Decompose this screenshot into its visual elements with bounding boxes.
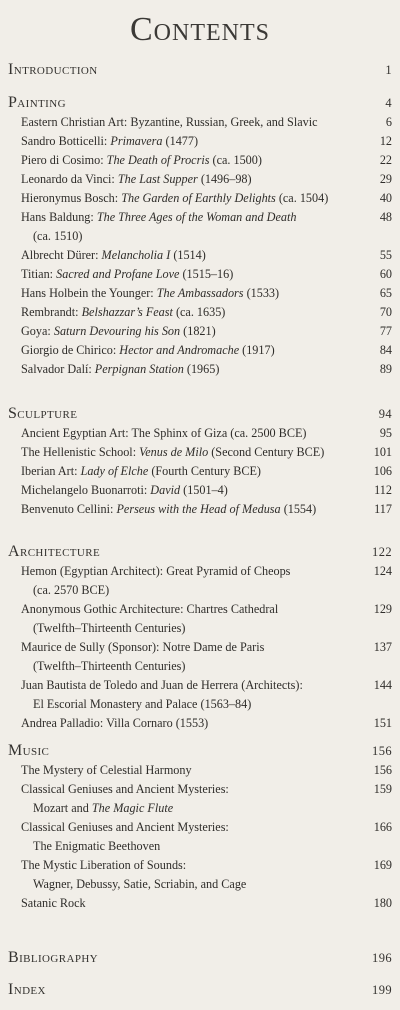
- section-heading[interactable]: [0, 948, 400, 968]
- entry-text: [21, 640, 264, 654]
- entry-date: (1515–16): [179, 267, 234, 281]
- entry-date: (ca. 1635): [172, 305, 226, 319]
- entry-text-continuation: [21, 837, 350, 856]
- work-title: Perpignan Station: [94, 362, 184, 376]
- entry-date: (Fourth Century BCE): [148, 464, 261, 478]
- section-page-number: 199: [372, 983, 392, 997]
- work-title: Saturn Devouring his Son: [53, 324, 181, 338]
- entry-list: [0, 424, 400, 519]
- section-label: Sculpture: [8, 405, 78, 422]
- toc-entry[interactable]: [0, 562, 400, 600]
- toc-entry[interactable]: [0, 856, 400, 894]
- entry-text-plain: The Mystic Liberation of Sounds:: [21, 858, 187, 872]
- section-bibliography: [0, 948, 400, 968]
- entry-text-plain: Classical Geniuses and Ancient Mysteries:: [21, 782, 229, 796]
- entry-text-plain: Giorgio de Chirico:: [21, 343, 120, 357]
- entry-text-plain: Salvador Dalí:: [21, 362, 95, 376]
- toc-entry[interactable]: [0, 676, 400, 714]
- entry-text: [21, 305, 225, 319]
- toc-entry[interactable]: [0, 714, 400, 733]
- entry-text-plain: Eastern Christian Art: Byzantine, Russian, Greek, and Slavic: [21, 115, 318, 129]
- work-title: The Death of Procris: [106, 153, 210, 167]
- work-title: Primavera: [110, 134, 163, 148]
- section-heading[interactable]: [0, 404, 400, 424]
- section-label: Index: [8, 981, 46, 998]
- section-label: Bibliography: [8, 949, 99, 966]
- entry-page-number: 129: [373, 602, 392, 616]
- section-sculpture: [0, 404, 400, 519]
- entry-text-plain: Sandro Botticelli:: [21, 134, 111, 148]
- work-title: The Ambassadors: [156, 286, 244, 300]
- toc-entry[interactable]: [0, 322, 400, 341]
- toc-entry[interactable]: [0, 894, 400, 913]
- toc-entry[interactable]: [0, 443, 400, 462]
- toc-entry[interactable]: [0, 780, 400, 818]
- entry-text-plain: The Enigmatic Beethoven: [33, 839, 161, 853]
- section-heading[interactable]: [0, 542, 400, 562]
- entry-text-plain: Hemon (Egyptian Architect): Great Pyramid of Cheops: [21, 564, 291, 578]
- entry-text-plain: Titian:: [21, 267, 57, 281]
- entry-page-number: 117: [374, 502, 392, 516]
- entry-text-plain: Hans Holbein the Younger:: [21, 286, 157, 300]
- toc-entry[interactable]: [0, 341, 400, 360]
- entry-date: (1965): [183, 362, 220, 376]
- toc-entry[interactable]: [0, 500, 400, 519]
- entry-text-continuation: [21, 657, 350, 676]
- entry-page-number: 95: [379, 426, 392, 440]
- section-introduction: [0, 60, 400, 80]
- work-title: Hector and Andromache: [119, 343, 240, 357]
- entry-text-plain: Albrecht Dürer:: [21, 248, 102, 262]
- toc-entry[interactable]: [0, 481, 400, 500]
- entry-text: [21, 464, 261, 478]
- work-title: The Magic Flute: [91, 801, 174, 815]
- entry-text: [21, 602, 278, 616]
- entry-text-continuation: [21, 695, 350, 714]
- section-page-number: 196: [372, 951, 392, 965]
- page-title: Contents: [129, 11, 270, 48]
- work-title: Perseus with the Head of Medusa: [116, 502, 281, 516]
- entry-text-continuation: [21, 227, 350, 246]
- section-painting: [0, 93, 400, 379]
- entry-text-plain: Hans Baldung:: [21, 210, 97, 224]
- section-architecture: [0, 542, 400, 733]
- toc-entry[interactable]: [0, 265, 400, 284]
- entry-text: [21, 483, 228, 497]
- toc-entry[interactable]: [0, 303, 400, 322]
- toc-entry[interactable]: [0, 424, 400, 443]
- toc-entry[interactable]: [0, 246, 400, 265]
- entry-text-plain: Anonymous Gothic Architecture: Chartres Cathedral: [21, 602, 279, 616]
- work-title: Melancholia I: [101, 248, 171, 262]
- entry-list: [0, 761, 400, 913]
- section-page-number: 122: [372, 545, 392, 559]
- section-label: Architecture: [8, 543, 101, 560]
- section-page-number: 1: [385, 63, 392, 77]
- entry-page-number: 84: [379, 343, 392, 357]
- entry-text: [21, 564, 290, 578]
- entry-page-number: 151: [373, 716, 392, 730]
- entry-text: [21, 324, 216, 338]
- entry-text: [21, 362, 219, 376]
- entry-list: [0, 113, 400, 379]
- entry-list: [0, 562, 400, 733]
- entry-text-plain: Leonardo da Vinci:: [21, 172, 118, 186]
- section-label: Painting: [8, 94, 66, 111]
- entry-date: (ca. 1500): [209, 153, 262, 167]
- entry-date: (1477): [162, 134, 199, 148]
- entry-text: [21, 426, 306, 440]
- toc-entry[interactable]: [0, 189, 400, 208]
- entry-text-plain: (ca. 1510): [33, 229, 83, 243]
- entry-page-number: 166: [373, 820, 392, 834]
- entry-page-number: 48: [379, 210, 392, 224]
- entry-text: [21, 896, 86, 910]
- entry-page-number: 55: [379, 248, 392, 262]
- entry-page-number: 156: [373, 763, 392, 777]
- entry-page-number: 106: [373, 464, 392, 478]
- entry-page-number: 159: [373, 782, 392, 796]
- entry-text-plain: Hieronymus Bosch:: [21, 191, 122, 205]
- entry-text: [21, 286, 279, 300]
- entry-text-plain: The Hellenistic School:: [21, 445, 140, 459]
- entry-text-plain: Benvenuto Cellini:: [21, 502, 117, 516]
- entry-page-number: 40: [379, 191, 392, 205]
- entry-text: [21, 678, 303, 692]
- work-title: David: [150, 483, 181, 497]
- entry-date: (1533): [243, 286, 280, 300]
- work-title: The Last Supper: [117, 172, 198, 186]
- entry-page-number: 137: [373, 640, 392, 654]
- entry-text: [21, 210, 296, 224]
- entry-text-plain: (Twelfth–Thirteenth Centuries): [33, 659, 186, 673]
- entry-text-plain: (Twelfth–Thirteenth Centuries): [33, 621, 186, 635]
- entry-date: (1514): [170, 248, 206, 262]
- section-heading[interactable]: [0, 93, 400, 113]
- section-heading[interactable]: [0, 741, 400, 761]
- toc-entry[interactable]: [0, 818, 400, 856]
- section-index: [0, 980, 400, 1000]
- entry-date: (1496–98): [197, 172, 252, 186]
- entry-page-number: 22: [379, 153, 392, 167]
- entry-text: [21, 445, 324, 459]
- section-heading[interactable]: [0, 980, 400, 1000]
- entry-page-number: 144: [373, 678, 392, 692]
- entry-text-plain: Satanic Rock: [21, 896, 86, 910]
- entry-text-plain: Juan Bautista de Toledo and Juan de Herrera (Architects):: [21, 678, 303, 692]
- section-page-number: 4: [385, 96, 392, 110]
- entry-page-number: 124: [373, 564, 392, 578]
- toc-entry[interactable]: [0, 638, 400, 676]
- entry-text-plain: Iberian Art:: [21, 464, 81, 478]
- entry-page-number: 6: [385, 115, 392, 129]
- entry-page-number: 12: [379, 134, 392, 148]
- entry-text-continuation: [21, 875, 350, 894]
- entry-date: (ca. 1504): [275, 191, 329, 205]
- entry-text-plain: Maurice de Sully (Sponsor): Notre Dame de Paris: [21, 640, 265, 654]
- toc-entry[interactable]: [0, 284, 400, 303]
- entry-date: (1501–4): [180, 483, 228, 497]
- entry-page-number: 169: [373, 858, 392, 872]
- entry-text-continuation: [21, 619, 350, 638]
- toc-entry[interactable]: [0, 761, 400, 780]
- entry-text-plain: El Escorial Monastery and Palace (1563–84): [33, 697, 252, 711]
- work-title: Venus de Milo: [139, 445, 209, 459]
- entry-text: [21, 115, 318, 129]
- work-title: Lady of Elche: [80, 464, 149, 478]
- entry-date: (1554): [280, 502, 317, 516]
- toc-entry[interactable]: [0, 208, 400, 246]
- entry-page-number: 60: [379, 267, 392, 281]
- entry-page-number: 70: [379, 305, 392, 319]
- entry-page-number: 101: [373, 445, 392, 459]
- entry-text: [21, 248, 206, 262]
- entry-text: [21, 716, 208, 730]
- entry-page-number: 65: [379, 286, 392, 300]
- entry-page-number: 180: [373, 896, 392, 910]
- entry-text: [21, 153, 262, 167]
- entry-text: [21, 763, 192, 777]
- section-page-number: 94: [378, 407, 392, 421]
- entry-text: [21, 820, 229, 834]
- entry-text-plain: Piero di Cosimo:: [21, 153, 107, 167]
- entry-page-number: 29: [379, 172, 392, 186]
- entry-text-continuation: [21, 799, 350, 818]
- entry-date: (1917): [239, 343, 275, 357]
- entry-text-plain: Wagner, Debussy, Satie, Scriabin, and Cage: [33, 877, 247, 891]
- section-music: [0, 741, 400, 913]
- toc-entry[interactable]: [0, 113, 400, 132]
- entry-date: (Second Century BCE): [208, 445, 325, 459]
- entry-page-number: 77: [379, 324, 392, 338]
- toc-entry[interactable]: [0, 170, 400, 189]
- entry-text-plain: Michelangelo Buonarroti:: [21, 483, 151, 497]
- entry-page-number: 89: [379, 362, 392, 376]
- section-label: Music: [8, 742, 50, 759]
- section-label: Introduction: [8, 61, 98, 78]
- entry-text: [21, 172, 252, 186]
- work-title: Belshazzar’s Feast: [81, 305, 173, 319]
- work-title: The Garden of Earthly Delights: [121, 191, 276, 205]
- entry-text: [21, 343, 275, 357]
- toc-entry[interactable]: [0, 132, 400, 151]
- toc-entry[interactable]: [0, 600, 400, 638]
- entry-text-plain: Rembrandt:: [21, 305, 82, 319]
- entry-text-plain: Andrea Palladio: Villa Cornaro (1553): [21, 716, 209, 730]
- entry-text: [21, 134, 198, 148]
- entry-text-continuation: [21, 581, 350, 600]
- toc-entry[interactable]: [0, 462, 400, 481]
- entry-text-plain: The Mystery of Celestial Harmony: [21, 763, 192, 777]
- entry-text: [21, 191, 328, 205]
- entry-text-plain: (ca. 2570 BCE): [33, 583, 110, 597]
- entry-text-plain: Mozart and: [33, 801, 92, 815]
- work-title: Sacred and Profane Love: [56, 267, 180, 281]
- work-title: The Three Ages of the Woman and Death: [96, 210, 297, 224]
- entry-text-plain: Ancient Egyptian Art: The Sphinx of Giza (ca. 2500 BCE): [21, 426, 307, 440]
- entry-page-number: 112: [374, 483, 392, 497]
- section-page-number: 156: [372, 744, 392, 758]
- entry-date: (1821): [180, 324, 216, 338]
- toc-entry[interactable]: [0, 360, 400, 379]
- entry-text-plain: Goya:: [21, 324, 54, 338]
- section-heading[interactable]: [0, 60, 400, 80]
- entry-text: [21, 782, 229, 796]
- entry-text: [21, 858, 186, 872]
- entry-text-plain: Classical Geniuses and Ancient Mysteries:: [21, 820, 229, 834]
- toc-entry[interactable]: [0, 151, 400, 170]
- entry-text: [21, 502, 316, 516]
- entry-text: [21, 267, 233, 281]
